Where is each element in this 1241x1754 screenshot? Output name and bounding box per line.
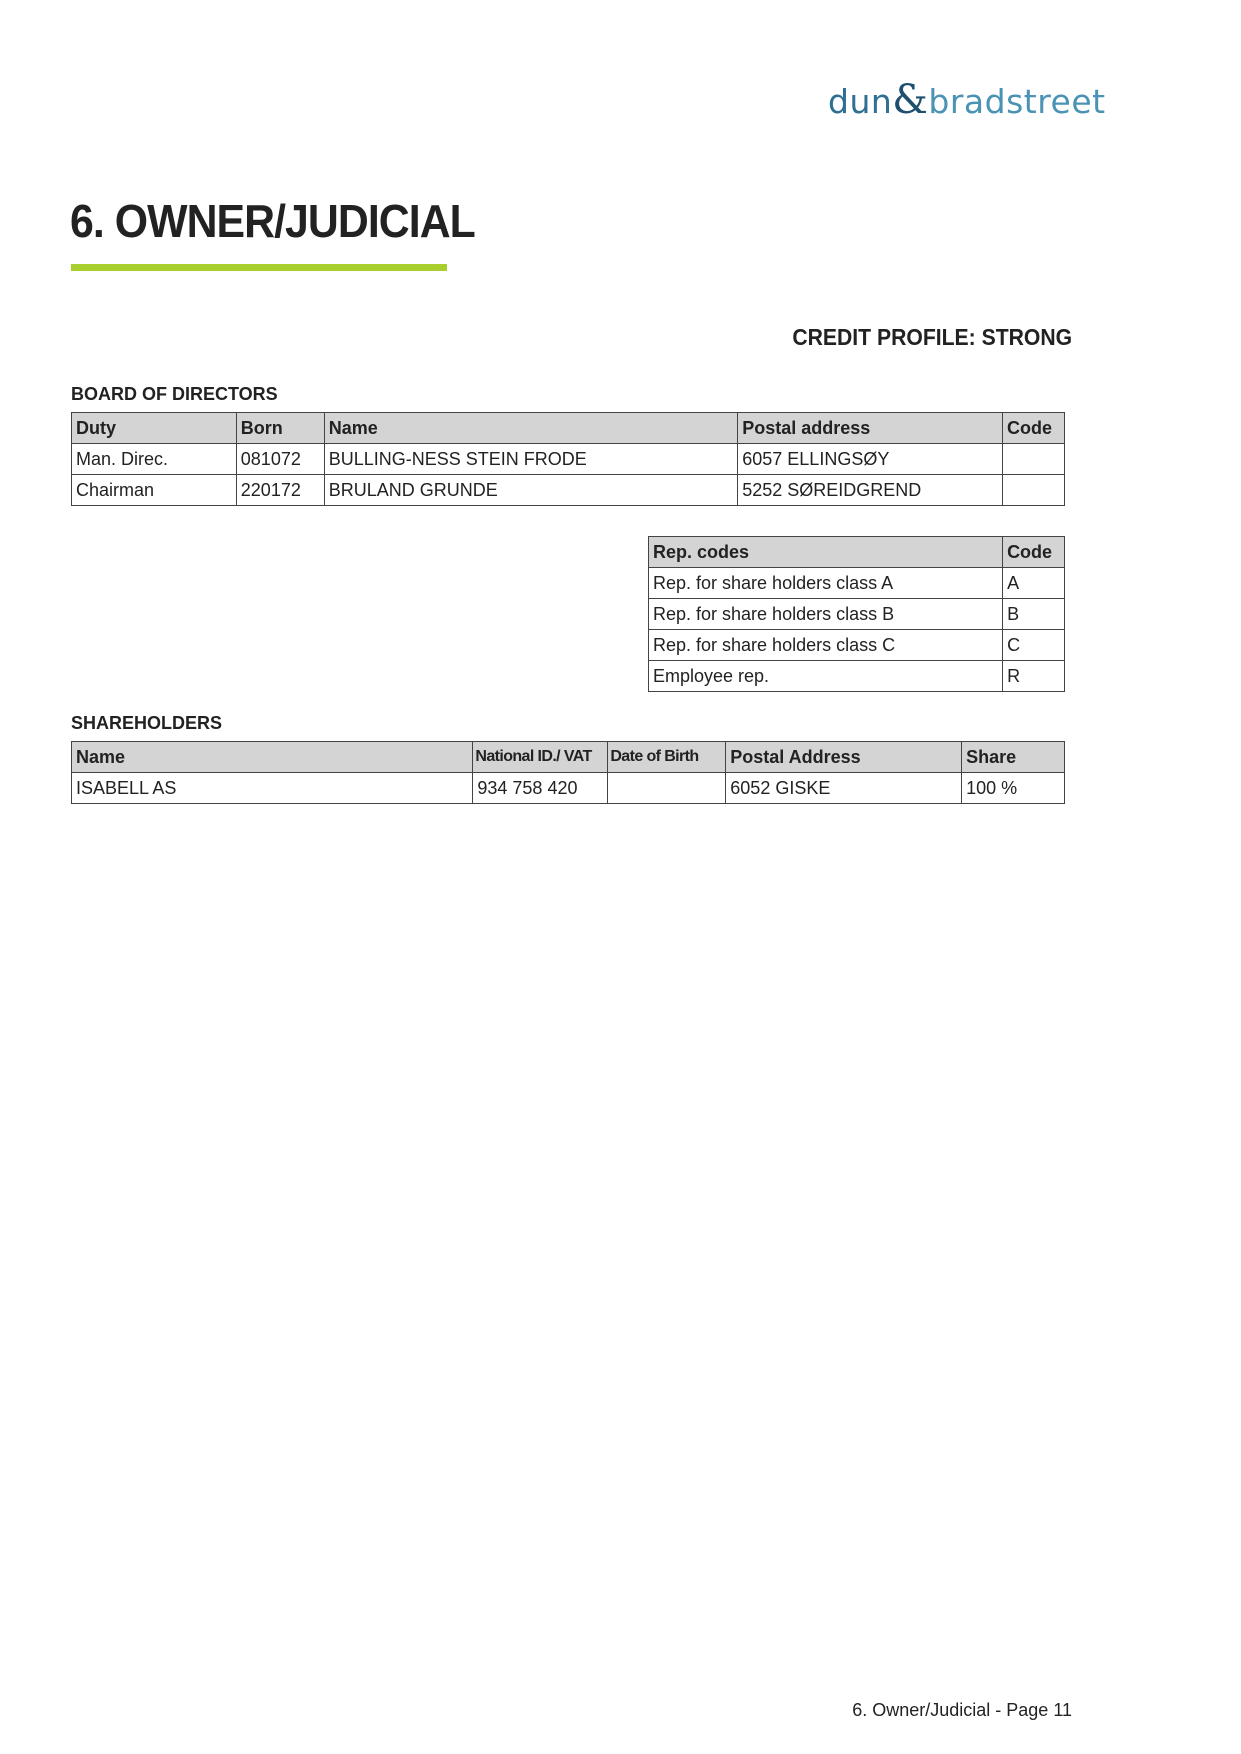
column-header-postal-address: Postal address [738,413,1003,444]
cell-postal-address: 5252 SØREIDGREND [738,475,1003,506]
cell-national-id: 934 758 420 [473,773,608,804]
cell-share: 100 % [962,773,1065,804]
cell-postal-address: 6057 ELLINGSØY [738,444,1003,475]
board-of-directors-heading: BOARD OF DIRECTORS [71,384,278,404]
cell-rep-code: C [1003,630,1065,661]
dun-bradstreet-logo [828,77,1106,123]
table-row [649,568,1065,599]
column-header-rep-codes: Rep. codes [649,537,1003,568]
table-row [72,444,1065,475]
cell-date-of-birth [608,773,726,804]
shareholders-table [71,741,1065,804]
column-header-national-id: National ID./ VAT [473,742,608,773]
cell-duty: Man. Direc. [72,444,237,475]
logo-text-bradstreet: bradstreet [928,82,1106,121]
cell-rep-code: B [1003,599,1065,630]
logo-text-dun: dun [828,82,893,121]
page-footer: 6. Owner/Judicial - Page 11 [852,1700,1072,1720]
cell-born: 220172 [236,475,324,506]
cell-rep-label: Rep. for share holders class B [649,599,1003,630]
cell-rep-label: Rep. for share holders class A [649,568,1003,599]
table-header-row [72,742,1065,773]
table-header-row [649,537,1065,568]
cell-rep-label: Rep. for share holders class C [649,630,1003,661]
column-header-share: Share [962,742,1065,773]
cell-name: BRULAND GRUNDE [324,475,738,506]
cell-born: 081072 [236,444,324,475]
cell-duty: Chairman [72,475,237,506]
board-of-directors-table [71,412,1065,506]
table-header-row [72,413,1065,444]
column-header-code: Code [1003,413,1065,444]
cell-rep-label: Employee rep. [649,661,1003,692]
table-row [649,599,1065,630]
table-row [72,475,1065,506]
cell-code [1003,475,1065,506]
cell-rep-code: R [1003,661,1065,692]
cell-code [1003,444,1065,475]
table-row [649,661,1065,692]
cell-postal-address: 6052 GISKE [726,773,962,804]
column-header-name: Name [324,413,738,444]
column-header-name: Name [72,742,473,773]
cell-name: BULLING-NESS STEIN FRODE [324,444,738,475]
rep-codes-table [648,536,1065,692]
cell-name: ISABELL AS [72,773,473,804]
title-underline [71,264,447,271]
credit-profile: CREDIT PROFILE: STRONG [792,324,1072,350]
cell-rep-code: A [1003,568,1065,599]
table-row [72,773,1065,804]
column-header-born: Born [236,413,324,444]
table-row [649,630,1065,661]
column-header-date-of-birth: Date of Birth [608,742,726,773]
column-header-duty: Duty [72,413,237,444]
logo-ampersand: & [892,77,929,123]
page-title: 6. OWNER/JUDICIAL [70,195,475,247]
column-header-code: Code [1003,537,1065,568]
shareholders-heading: SHAREHOLDERS [71,713,223,733]
column-header-postal-address: Postal Address [726,742,962,773]
